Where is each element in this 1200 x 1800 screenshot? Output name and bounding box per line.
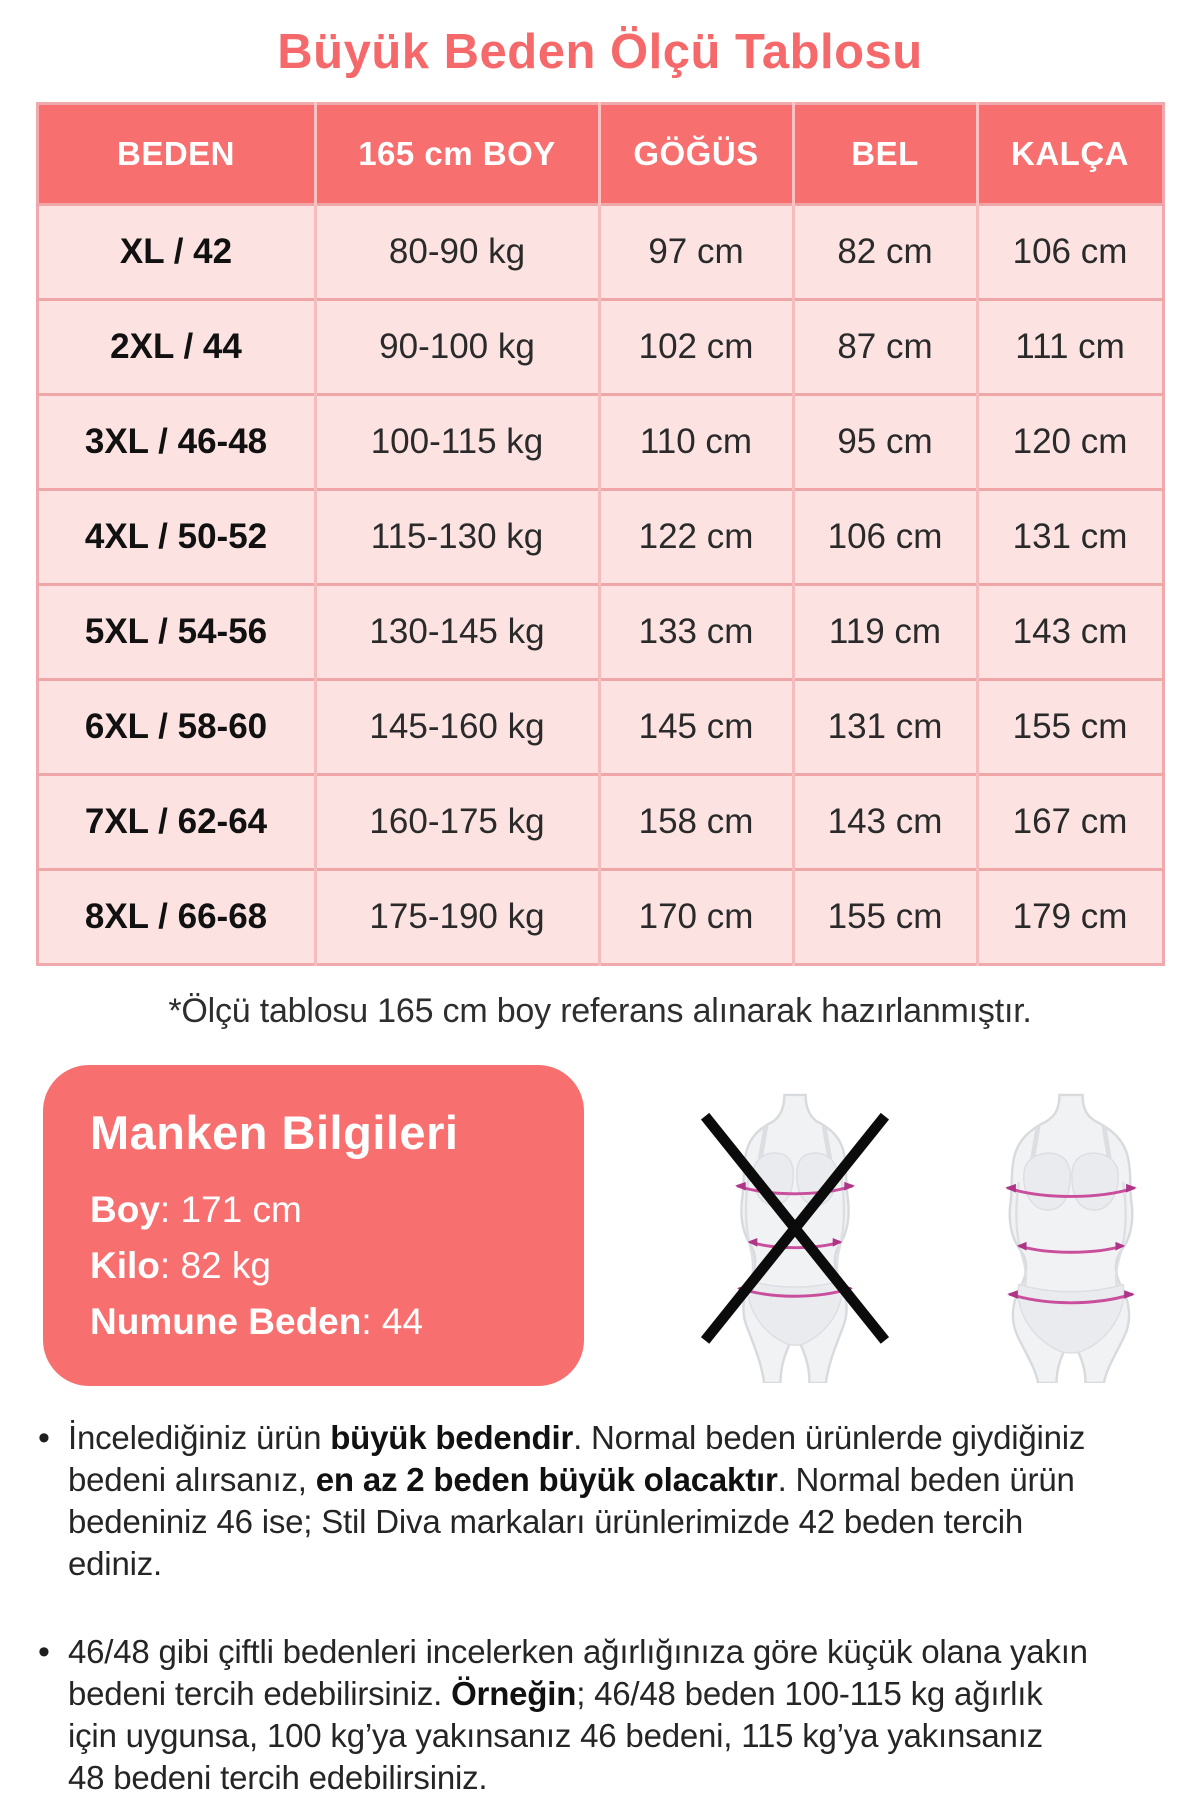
measure-cell: 122 cm	[599, 490, 793, 585]
measure-cell: 90-100 kg	[315, 300, 599, 395]
size-cell: 8XL / 66-68	[37, 870, 315, 965]
measure-cell: 120 cm	[977, 395, 1163, 490]
size-cell: 3XL / 46-48	[37, 395, 315, 490]
arrow-end	[844, 1182, 855, 1191]
measure-cell: 97 cm	[599, 205, 793, 300]
measure-cell: 131 cm	[977, 490, 1163, 585]
measure-cell: 119 cm	[793, 585, 977, 680]
table-row	[37, 680, 1163, 775]
page-title: Büyük Beden Ölçü Tablosu	[277, 25, 923, 79]
measure-cell: 175-190 kg	[315, 870, 599, 965]
note-item	[38, 1417, 1160, 1585]
model-sample-size-line	[90, 1294, 564, 1350]
measure-cell: 145 cm	[599, 680, 793, 775]
measure-cell: 145-160 kg	[315, 680, 599, 775]
size-cell: 2XL / 44	[37, 300, 315, 395]
table-row	[37, 300, 1163, 395]
measure-cell: 110 cm	[599, 395, 793, 490]
measure-cell: 82 cm	[793, 205, 977, 300]
table-row	[37, 775, 1163, 870]
model-info-lines	[90, 1182, 564, 1351]
size-cell: 6XL / 58-60	[37, 680, 315, 775]
measure-cell: 106 cm	[793, 490, 977, 585]
model-info-title: Manken Bilgileri	[90, 1106, 459, 1159]
measure-cell: 115-130 kg	[315, 490, 599, 585]
model-height-label: Boy	[90, 1189, 160, 1230]
model-sample-size-label: Numune Beden	[90, 1301, 362, 1343]
size-cell: 7XL / 62-64	[37, 775, 315, 870]
measure-cell: 87 cm	[793, 300, 977, 395]
measure-cell: 170 cm	[599, 870, 793, 965]
table-row	[37, 870, 1163, 965]
plus-figure-icon	[973, 1093, 1169, 1383]
model-height-value: : 171 cm	[159, 1189, 302, 1230]
measure-cell: 131 cm	[793, 680, 977, 775]
column-header: BEDEN	[37, 104, 315, 205]
note-text: 46/48 gibi çiftli bedenleri incelerken ağırlığınıza göre küçük olana yakın bedeni tercih edebilirsiniz. Örneğin; 46/48 beden 100-115 kg ağırlık için uygunsa, 100 kg’ya yakınsanız 46 bedeni, 115 kg’ya yakınsanız 48 bedeni tercih edebilirsiniz.	[68, 1633, 1088, 1796]
measure-cell: 130-145 kg	[315, 585, 599, 680]
measure-cell: 179 cm	[977, 870, 1163, 965]
table-row	[37, 490, 1163, 585]
measure-cell: 143 cm	[977, 585, 1163, 680]
size-table-header-row	[37, 104, 1163, 205]
model-sample-size-value: : 44	[361, 1301, 424, 1343]
bullet-icon: •	[38, 1633, 50, 1671]
table-footnote: *Ölçü tablosu 165 cm boy referans alınarak hazırlanmıştır.	[168, 992, 1032, 1030]
arrow-end	[1007, 1290, 1018, 1299]
table-row	[37, 395, 1163, 490]
measure-cell: 80-90 kg	[315, 205, 599, 300]
size-cell: 5XL / 54-56	[37, 585, 315, 680]
model-weight-value: : 82 kg	[159, 1245, 271, 1287]
measure-cell: 95 cm	[793, 395, 977, 490]
measure-cell: 102 cm	[599, 300, 793, 395]
model-weight-label: Kilo	[90, 1245, 160, 1287]
notes-list	[38, 1417, 1160, 1799]
measure-cell: 155 cm	[977, 680, 1163, 775]
measure-cell: 160-175 kg	[315, 775, 599, 870]
bra-cup	[1072, 1153, 1118, 1210]
table-row	[37, 585, 1163, 680]
measure-cell: 106 cm	[977, 205, 1163, 300]
measure-cell: 167 cm	[977, 775, 1163, 870]
arrow-end	[1124, 1290, 1135, 1299]
arrow-end	[735, 1182, 746, 1191]
model-weight-line	[90, 1238, 564, 1294]
column-header: 165 cm BOY	[315, 104, 599, 205]
measure-cell: 133 cm	[599, 585, 793, 680]
column-header: BEL	[793, 104, 977, 205]
bullet-icon: •	[38, 1419, 50, 1457]
measure-cell: 143 cm	[793, 775, 977, 870]
column-header: KALÇA	[977, 104, 1163, 205]
size-cell: 4XL / 50-52	[37, 490, 315, 585]
measure-cell: 155 cm	[793, 870, 977, 965]
size-cell: XL / 42	[37, 205, 315, 300]
column-header: GÖĞÜS	[599, 104, 793, 205]
table-row	[37, 205, 1163, 300]
note-item	[38, 1631, 1160, 1799]
model-info-card	[43, 1065, 584, 1386]
measure-cell: 158 cm	[599, 775, 793, 870]
note-text: İncelediğiniz ürün büyük bedendir. Normal beden ürünlerde giydiğiniz bedeni alırsanız, en az 2 beden büyük olacaktır. Normal beden ürün bedeniniz 46 ise; Stil Diva markaları ürünlerimizde 42 beden tercih ediniz.	[68, 1419, 1086, 1582]
size-table-body	[37, 205, 1163, 965]
measurement-figures	[697, 1065, 1169, 1383]
measure-cell: 100-115 kg	[315, 395, 599, 490]
bra-cup	[1024, 1153, 1070, 1210]
measure-cell: 111 cm	[977, 300, 1163, 395]
size-table	[36, 102, 1165, 966]
model-height-line	[90, 1182, 564, 1238]
slim-figure-crossed-icon	[697, 1093, 893, 1383]
model-section	[43, 1065, 1200, 1387]
